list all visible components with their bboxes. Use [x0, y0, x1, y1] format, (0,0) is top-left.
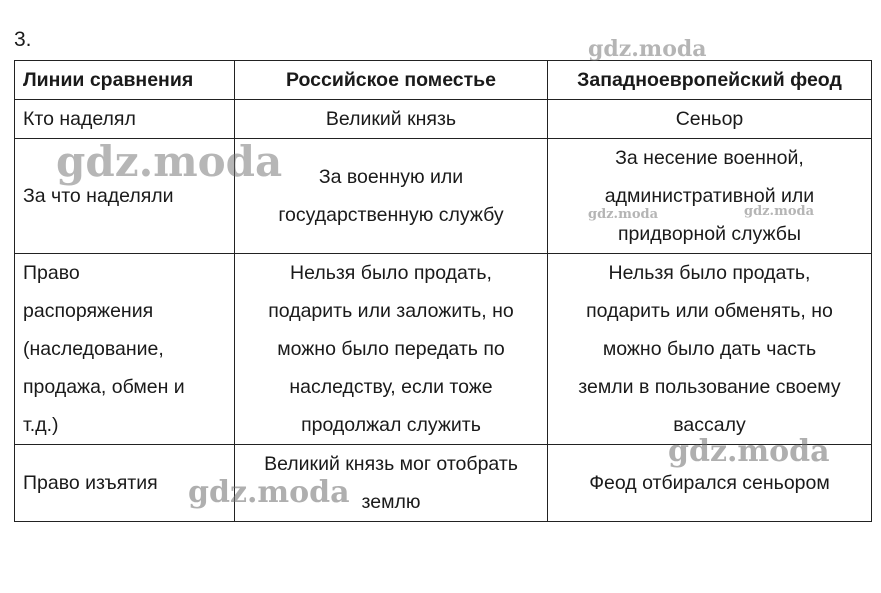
cell-line: подарить или обменять, но [586, 300, 833, 322]
russian-cell [235, 254, 548, 445]
cell-line: Великий князь мог отобрать [264, 453, 518, 475]
cell-line: За несение военной, [615, 147, 804, 169]
criterion-cell [15, 100, 235, 139]
cell-line: т.д.) [23, 414, 59, 436]
cell-line: распоряжения [23, 300, 154, 322]
russian-cell [235, 100, 548, 139]
cell-line: Право [23, 262, 80, 284]
watermark: gdz.moda [588, 207, 659, 222]
watermark: gdz.moda [188, 475, 350, 510]
table-row [15, 100, 872, 139]
cell-line: Нельзя было продать, [608, 262, 811, 284]
western-cell [548, 139, 872, 254]
russian-cell [235, 445, 548, 522]
cell-line: наследству, если тоже [289, 376, 493, 398]
western-cell [548, 254, 872, 445]
header-comparison-lines: Линии сравнения [15, 61, 235, 100]
header-russian-estate: Российское поместье [235, 61, 548, 100]
cell-line: вассалу [673, 414, 746, 436]
table-row [15, 139, 872, 254]
watermark: gdz.moda [744, 204, 815, 219]
cell-line: земли в пользование своему [578, 376, 841, 398]
russian-cell [235, 139, 548, 254]
table-row [15, 445, 872, 522]
cell-line: можно было передать по [277, 338, 505, 360]
cell-line: За что наделяли [23, 185, 174, 207]
cell-line: продажа, обмен и [23, 376, 185, 398]
cell-line: (наследование, [23, 338, 164, 360]
watermark: gdz.moda [588, 36, 707, 62]
task-number: 3. [14, 28, 32, 51]
cell-line: подарить или заложить, но [268, 300, 514, 322]
table-header-row [15, 61, 872, 100]
cell-line: продолжал служить [301, 414, 481, 436]
cell-line: Сеньор [675, 108, 744, 130]
cell-line: Нельзя было продать, [290, 262, 492, 284]
cell-line: государственную службу [278, 204, 504, 226]
cell-line: Право изъятия [23, 472, 158, 494]
header-western-fief: Западноевропейский феод [548, 61, 872, 100]
watermark: gdz.moda [56, 137, 283, 186]
cell-line: Кто наделял [23, 108, 136, 130]
western-cell [548, 445, 872, 522]
watermark: gdz.moda [668, 434, 830, 469]
western-cell [548, 100, 872, 139]
cell-line: придворной службы [618, 223, 801, 245]
criterion-cell [15, 139, 235, 254]
cell-line: За военную или [318, 166, 464, 188]
criterion-cell [15, 445, 235, 522]
comparison-table [14, 60, 872, 522]
cell-line: землю [361, 491, 421, 513]
cell-line: административной или [604, 185, 815, 207]
cell-line: можно было дать часть [602, 338, 817, 360]
cell-line: Великий князь [325, 108, 457, 130]
criterion-cell [15, 254, 235, 445]
cell-line: Феод отбирался сеньором [589, 472, 830, 494]
table-row [15, 254, 872, 445]
